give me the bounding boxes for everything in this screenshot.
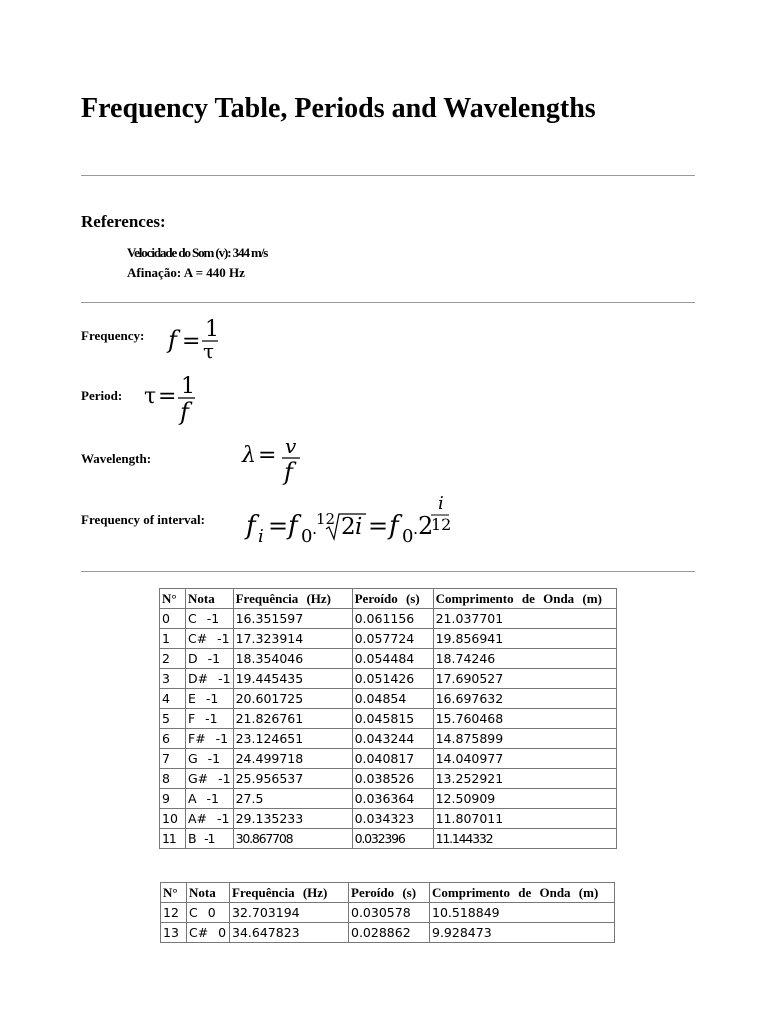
period-cell: 0.057724	[352, 629, 433, 649]
svg-text:1: 1	[181, 374, 195, 399]
svg-text:=: =	[182, 329, 201, 354]
table-row	[160, 709, 617, 729]
note-number-cell: 13	[161, 923, 187, 943]
frequency-cell: 30.867708	[233, 829, 352, 849]
wavelength-cell: 16.697632	[433, 689, 616, 709]
period-cell: 0.043244	[352, 729, 433, 749]
wavelength-cell: 14.040977	[433, 749, 616, 769]
svg-text:=: =	[368, 512, 389, 540]
note-name-cell: G -1	[186, 749, 234, 769]
svg-text:2: 2	[341, 514, 356, 540]
note-name-cell: B -1	[186, 829, 234, 849]
column-header: Frequência (Hz)	[233, 589, 352, 609]
wavelength-cell: 11.807011	[433, 809, 616, 829]
wavelength-formula	[240, 435, 306, 485]
table-row	[160, 769, 617, 789]
period-cell: 0.051426	[352, 669, 433, 689]
note-name-cell: C# 0	[187, 923, 230, 943]
wavelength-cell: 11.144332	[433, 829, 616, 849]
note-number-cell: 3	[160, 669, 186, 689]
column-header: Comprimento de Onda (m)	[433, 589, 616, 609]
period-cell: 0.036364	[352, 789, 433, 809]
note-name-cell: F# -1	[186, 729, 234, 749]
note-name-cell: C# -1	[186, 629, 234, 649]
period-cell: 0.040817	[352, 749, 433, 769]
frequency-cell: 17.323914	[233, 629, 352, 649]
svg-text:i: i	[355, 514, 363, 540]
table-row	[160, 609, 617, 629]
period-formula	[142, 373, 202, 425]
note-number-cell: 7	[160, 749, 186, 769]
wavelength-cell: 10.518849	[430, 903, 615, 923]
divider	[81, 571, 695, 572]
period-cell: 0.030578	[349, 903, 430, 923]
table-row	[161, 903, 615, 923]
tuning-reference: Afinação: A = 440 Hz	[127, 265, 245, 280]
period-cell: 0.032396	[352, 829, 433, 849]
frequency-table-2	[160, 882, 615, 943]
wavelength-cell: 12.50909	[433, 789, 616, 809]
note-name-cell: D -1	[186, 649, 234, 669]
note-name-cell: A# -1	[186, 809, 234, 829]
table-body	[160, 609, 617, 849]
column-header: Comprimento de Onda (m)	[430, 883, 615, 903]
svg-text:12: 12	[316, 510, 336, 528]
frequency-formula-label: Frequency:	[81, 328, 145, 343]
divider	[81, 175, 695, 176]
note-number-cell: 10	[160, 809, 186, 829]
period-cell: 0.034323	[352, 809, 433, 829]
table-row	[160, 649, 617, 669]
note-number-cell: 9	[160, 789, 186, 809]
note-name-cell: F -1	[186, 709, 234, 729]
frequency-cell: 20.601725	[233, 689, 352, 709]
sound-speed-reference: Velocidade do Som (v): 344 m/s	[127, 245, 268, 260]
frequency-formula	[166, 316, 226, 362]
note-number-cell: 6	[160, 729, 186, 749]
svg-text:f: f	[246, 511, 256, 541]
table-row	[160, 689, 617, 709]
note-name-cell: C -1	[186, 609, 234, 629]
note-number-cell: 12	[161, 903, 187, 923]
note-number-cell: 11	[160, 829, 186, 849]
frequency-cell: 27.5	[233, 789, 352, 809]
table-row	[160, 789, 617, 809]
table-row	[161, 923, 615, 943]
frequency-cell: 24.499718	[233, 749, 352, 769]
divider	[81, 302, 695, 303]
frequency-cell: 23.124651	[233, 729, 352, 749]
svg-text:.: .	[413, 519, 419, 538]
note-number-cell: 0	[160, 609, 186, 629]
note-number-cell: 1	[160, 629, 186, 649]
wavelength-cell: 21.037701	[433, 609, 616, 629]
note-number-cell: 2	[160, 649, 186, 669]
frequency-cell: 32.703194	[230, 903, 349, 923]
table-header-row	[160, 589, 617, 609]
note-name-cell: E -1	[186, 689, 234, 709]
column-header: Nota	[186, 589, 234, 609]
column-header: N°	[161, 883, 187, 903]
period-cell: 0.054484	[352, 649, 433, 669]
svg-text:λ: λ	[242, 443, 256, 468]
frequency-cell: 29.135233	[233, 809, 352, 829]
wavelength-cell: 15.760468	[433, 709, 616, 729]
column-header: Frequência (Hz)	[230, 883, 349, 903]
wavelength-cell: 18.74246	[433, 649, 616, 669]
period-formula-label: Period:	[81, 388, 123, 403]
note-name-cell: C 0	[187, 903, 230, 923]
note-number-cell: 4	[160, 689, 186, 709]
svg-text:f: f	[284, 458, 293, 485]
period-cell: 0.038526	[352, 769, 433, 789]
wavelength-cell: 13.252921	[433, 769, 616, 789]
table-row	[160, 629, 617, 649]
period-cell: 0.04854	[352, 689, 433, 709]
period-cell: 0.045815	[352, 709, 433, 729]
frequency-cell: 18.354046	[233, 649, 352, 669]
period-cell: 0.061156	[352, 609, 433, 629]
svg-text:=: =	[268, 512, 289, 540]
table-row	[160, 829, 617, 849]
period-cell: 0.028862	[349, 923, 430, 943]
wavelength-formula-label: Wavelength:	[81, 451, 152, 466]
note-number-cell: 5	[160, 709, 186, 729]
svg-text:i: i	[438, 496, 444, 514]
page-title: Frequency Table, Periods and Wavelengths	[81, 93, 596, 124]
wavelength-cell: 9.928473	[430, 923, 615, 943]
svg-text:f: f	[180, 398, 189, 425]
note-number-cell: 8	[160, 769, 186, 789]
wavelength-cell: 14.875899	[433, 729, 616, 749]
svg-text:=: =	[258, 443, 277, 468]
svg-text:τ: τ	[144, 384, 157, 409]
svg-text:=: =	[158, 384, 177, 409]
note-name-cell: D# -1	[186, 669, 234, 689]
table-row	[160, 729, 617, 749]
column-header: N°	[160, 589, 186, 609]
table-body	[161, 903, 615, 943]
references-heading: References:	[81, 212, 166, 231]
wavelength-cell: 17.690527	[433, 669, 616, 689]
svg-text:2: 2	[418, 512, 434, 540]
column-header: Peroído (s)	[352, 589, 433, 609]
frequency-cell: 25.956537	[233, 769, 352, 789]
table-header-row	[161, 883, 615, 903]
svg-text:f: f	[389, 511, 399, 541]
column-header: Peroído (s)	[349, 883, 430, 903]
svg-text:12: 12	[431, 515, 452, 534]
svg-text:v: v	[285, 435, 297, 458]
note-name-cell: G# -1	[186, 769, 234, 789]
interval-frequency-formula	[244, 496, 458, 550]
wavelength-cell: 19.856941	[433, 629, 616, 649]
frequency-table-1	[159, 588, 617, 849]
table-row	[160, 749, 617, 769]
frequency-cell: 34.647823	[230, 923, 349, 943]
svg-text:i: i	[258, 526, 264, 547]
frequency-cell: 16.351597	[233, 609, 352, 629]
svg-text:1: 1	[205, 317, 219, 342]
column-header: Nota	[187, 883, 230, 903]
frequency-cell: 19.445435	[233, 669, 352, 689]
table-row	[160, 809, 617, 829]
note-name-cell: A -1	[186, 789, 234, 809]
frequency-cell: 21.826761	[233, 709, 352, 729]
svg-text:.: .	[312, 519, 318, 538]
table-row	[160, 669, 617, 689]
svg-text:0: 0	[402, 526, 414, 547]
svg-text:0: 0	[301, 526, 313, 547]
svg-text:f: f	[168, 326, 177, 354]
svg-text:f: f	[288, 511, 298, 541]
interval-formula-label: Frequency of interval:	[81, 512, 205, 527]
svg-text:τ: τ	[203, 339, 215, 362]
